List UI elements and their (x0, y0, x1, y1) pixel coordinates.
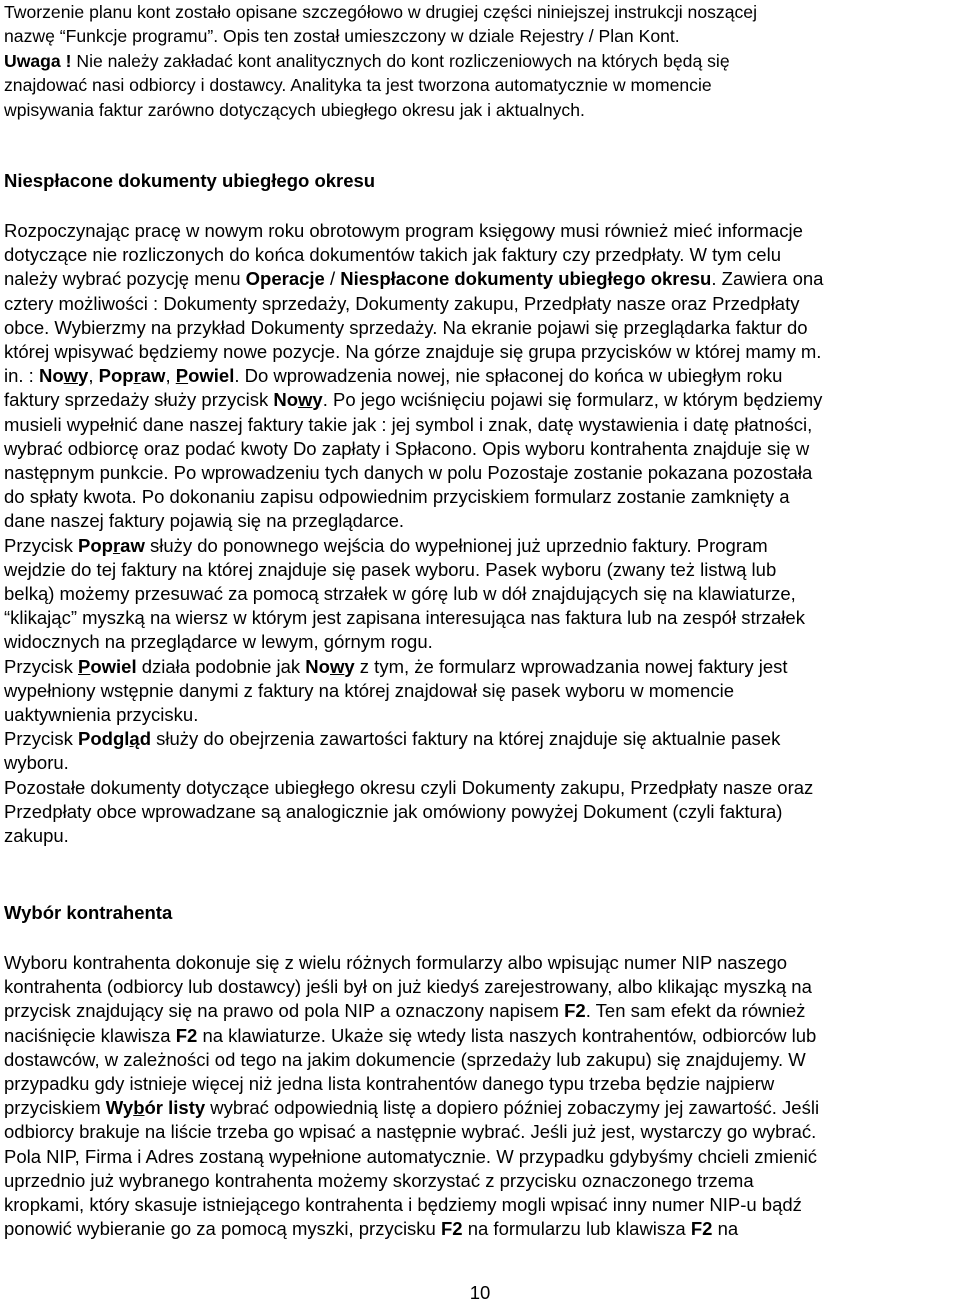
text-line (4, 1145, 958, 1169)
text-run: wybrać odpowiednią listę a dopiero później zobaczymy jej zawartość. Jeśli (205, 1097, 820, 1119)
bold-text-run: b (133, 1097, 145, 1119)
text-run: z tym, że formularz wprowadzania nowej faktury jest (354, 655, 788, 677)
bold-text-run: P (78, 655, 91, 677)
bold-text-run: owiel (90, 655, 137, 677)
text-run: Przycisk (4, 728, 78, 750)
text-run: widocznych na przeglądarce w lewym, górnym rogu. (4, 631, 433, 653)
text-line (4, 776, 958, 800)
text-line (4, 461, 958, 485)
bold-text-run: d (139, 728, 151, 750)
bold-text-run: F2 (440, 1218, 463, 1240)
text-run: znajdować nasi odbiorcy i dostawcy. Analityka ta jest tworzona automatycznie w momencie (4, 75, 712, 96)
text-line (4, 1169, 958, 1193)
bold-text-run: y (78, 365, 89, 387)
text-line (4, 24, 956, 48)
text-run: kropkami, który skasuje istniejącego kontrahenta i będziemy mogli wpisać inny numer NIP-u bądź (4, 1194, 802, 1216)
bold-text-run: w (329, 655, 345, 677)
text-line (4, 98, 956, 122)
text-run: , (88, 365, 99, 387)
bold-text-run: y (344, 655, 355, 677)
text-run: Wyboru kontrahenta dokonuje się z wielu różnych formularzy albo wpisując numer NIP naszego (4, 952, 788, 973)
text-run: Pola NIP, Firma i Adres zostaną wypełnione automatycznie. W przypadku gdybyśmy chcieli zmienić (4, 1145, 817, 1167)
text-run: faktury sprzedaży służy przycisk (4, 389, 274, 411)
text-run: Pozostałe dokumenty dotyczące ubiegłego okresu czyli Dokumenty zakupu, Przedpłaty nasze oraz (4, 776, 814, 798)
text-line (4, 1024, 958, 1048)
text-run: działa podobnie jak (136, 655, 306, 677)
text-run: uaktywnienia przycisku. (4, 704, 199, 726)
text-run: in. : (4, 365, 39, 387)
text-line (4, 824, 958, 848)
bold-text-run: No (305, 655, 330, 677)
bold-text-run: aw (140, 365, 166, 387)
text-line (4, 49, 956, 73)
text-line (4, 975, 958, 999)
bold-text-run: Pop (98, 365, 134, 387)
text-run: . Po jego wciśnięciu pojawi się formularz, w którym będziemy (322, 389, 823, 411)
text-line (4, 1048, 958, 1072)
text-line (4, 606, 958, 630)
section-heading-unpaid-documents: Niespłacone dokumenty ubiegłego okresu (4, 170, 376, 191)
bold-text-run: Operacje (245, 268, 325, 290)
text-line (4, 0, 956, 24)
section-body-unpaid-documents (4, 219, 958, 848)
text-run: Przycisk (4, 534, 78, 556)
section-body-contractor-selection (4, 951, 958, 1241)
section-heading-contractor-selection: Wybór kontrahenta (4, 902, 173, 923)
bold-text-run: Podgl (78, 728, 130, 750)
text-run: Rozpoczynając pracę w nowym roku obrotowym program księgowy musi również mieć informacje (4, 220, 803, 241)
text-run: przypadku gdy istnieje więcej niż jedna lista kontrahentów danego typu trzeba będzie najpierw (4, 1073, 775, 1095)
text-run: Nie należy zakładać kont analitycznych do kont rozliczeniowych na których będą się (71, 50, 730, 71)
bold-text-run: No (38, 365, 64, 387)
bold-text-run: F2 (564, 1000, 586, 1022)
text-run: . Ten sam efekt da również (585, 1000, 806, 1022)
text-run: wypełniony wstępnie danymi z faktury na której znajdował się pasek wyboru w momencie (4, 679, 735, 701)
text-run: dostawców, w zależności od tego na jakim dokumencie (sprzedaży lub zakupu) się znajdujemy. W (4, 1048, 806, 1070)
text-run: na klawiaturze. Ukaże się wtedy lista naszych kontrahentów, odbiorców lub (197, 1024, 817, 1046)
text-run: naciśnięcie klawisza (4, 1024, 176, 1046)
text-line (4, 558, 958, 582)
bold-text-run: Niespłacone dokumenty ubiegłego okresu (340, 268, 712, 290)
text-run: służy do ponownego wejścia do wypełnionej już uprzednio faktury. Program (144, 534, 768, 556)
bold-text-run: No (273, 389, 299, 411)
text-run: musieli wypełnić dane naszej faktury takie jak : jej symbol i znak, datę wystawienia i datę płatności, (4, 413, 813, 435)
text-run: ponowić wybieranie go za pomocą myszki, przycisku (4, 1218, 441, 1240)
bold-text-run: r (112, 534, 121, 556)
text-line (4, 1096, 958, 1120)
bold-text-run: ą (129, 728, 140, 750)
bold-text-run: Wy (105, 1097, 134, 1119)
text-line (4, 292, 958, 316)
text-run: , (165, 365, 176, 387)
text-run: Przedpłaty obce wprowadzane są analogicznie jak omówiony powyżej Dokument (czyli faktura) (4, 800, 783, 822)
text-line (4, 999, 958, 1023)
text-run: zakupu. (4, 825, 69, 847)
bold-text-run: Pop (78, 534, 113, 556)
text-line (4, 1072, 958, 1096)
text-run: wyboru. (4, 752, 69, 774)
bold-text-run: r (133, 365, 141, 387)
text-run: nazwę “Funkcje programu”. Opis ten został umieszczony w dziale Rejestry / Plan Kont. (4, 26, 680, 47)
text-run: dotyczące nie rozliczonych do końca dokumentów takich jak faktury czy przedpłaty. W tym celu (4, 244, 781, 266)
text-line (4, 413, 958, 437)
bold-text-run: ór listy (144, 1097, 206, 1119)
text-run: Tworzenie planu kont zostało opisane szczegółowo w drugiej części niniejszej instrukcji noszącej (4, 2, 758, 22)
text-line (4, 267, 958, 291)
bold-text-run: y (312, 389, 323, 411)
text-run: na (712, 1218, 739, 1240)
bold-text-run: owiel (188, 365, 235, 387)
text-line (4, 800, 958, 824)
text-run: której wpisywać będziemy nowe pozycje. Na górze znajduje się grupa przycisków w której mamy m. (4, 341, 822, 363)
text-line (4, 73, 956, 97)
text-line (4, 951, 958, 975)
text-line (4, 219, 958, 243)
bold-text-run: aw (120, 534, 145, 556)
text-line (4, 340, 958, 364)
text-line (4, 655, 958, 679)
text-line (4, 509, 958, 533)
text-line (4, 1193, 958, 1217)
text-run: wpisywania faktur zarówno dotyczących ubiegłego okresu jak i aktualnych. (4, 99, 585, 120)
bold-text-run: Uwaga ! (4, 50, 72, 71)
bold-text-run: F2 (175, 1024, 198, 1046)
text-run: / (324, 268, 341, 290)
bold-text-run: P (175, 365, 189, 387)
bold-text-run: w (298, 389, 313, 411)
text-line (4, 534, 958, 558)
text-line (4, 630, 958, 654)
text-run: do spłaty kwota. Po dokonaniu zapisu odpowiednim przyciskiem formularz zostanie zamknięty a (4, 486, 790, 508)
text-run: . Zawiera ona (711, 268, 824, 290)
text-line (4, 1217, 958, 1241)
text-line (4, 1120, 958, 1144)
text-run: wejdzie do tej faktury na której znajduje się pasek wyboru. Pasek wyboru (zwany też listwą lub (4, 558, 777, 580)
text-run: służy do obejrzenia zawartości faktury na której znajduje się aktualnie pasek (151, 728, 781, 750)
text-line (4, 364, 958, 388)
page-number: 10 (469, 1282, 491, 1303)
text-run: następnym punkcie. Po wprowadzeniu tych danych w polu Pozostaje zostanie pokazana pozostała (4, 462, 813, 484)
text-run: cztery możliwości : Dokumenty sprzedaży, Dokumenty zakupu, Przedpłaty nasze oraz Przedpłaty (4, 292, 800, 314)
bold-text-run: F2 (690, 1218, 713, 1240)
text-run: przycisk znajdujący się na prawo od pola NIP a oznaczony napisem (4, 1000, 565, 1022)
text-run: Przycisk (4, 655, 78, 677)
text-line (4, 703, 958, 727)
text-run: kontrahenta (odbiorcy lub dostawcy) jeśli był on już kiedyś zarejestrowany, albo klikając myszką na (4, 976, 812, 998)
intro-paragraph (4, 0, 956, 122)
text-run: obce. Wybierzmy na przykład Dokumenty sprzedaży. Na ekranie pojawi się przeglądarka faktur do (4, 316, 808, 338)
text-run: wybrać odbiorcę oraz podać kwoty Do zapłaty i Spłacono. Opis wyboru kontrahenta znajduje się w (4, 437, 810, 459)
text-run: należy wybrać pozycję menu (4, 268, 246, 290)
bold-text-run: w (63, 365, 79, 387)
text-line (4, 243, 958, 267)
text-run: belką) możemy przesuwać za pomocą strzałek w górę lub w dół znajdujących się na klawiaturze, (4, 583, 796, 605)
text-run: odbiorcy brakuje na liście trzeba go wpisać a następnie wybrać. Jeśli już jest, wystarczy go wybrać. (4, 1121, 817, 1143)
text-line (4, 679, 958, 703)
text-line (4, 727, 958, 751)
text-run: dane naszej faktury pojawią się na przeglądarce. (4, 510, 405, 532)
text-run: “klikając” myszką na wiersz w którym jest zapisana interesująca nas faktura lub na zespół strzałek (4, 607, 805, 629)
text-run: uprzednio już wybranego kontrahenta możemy skorzystać z przycisku oznaczonego trzema (4, 1169, 754, 1191)
text-line (4, 316, 958, 340)
text-run: na formularzu lub klawisza (462, 1218, 691, 1240)
text-run: przyciskiem (4, 1097, 106, 1119)
text-line (4, 485, 958, 509)
text-line (4, 582, 958, 606)
text-line (4, 437, 958, 461)
text-run: . Do wprowadzenia nowej, nie spłaconej do końca w ubiegłym roku (234, 365, 783, 387)
text-line (4, 751, 958, 775)
text-line (4, 388, 958, 412)
